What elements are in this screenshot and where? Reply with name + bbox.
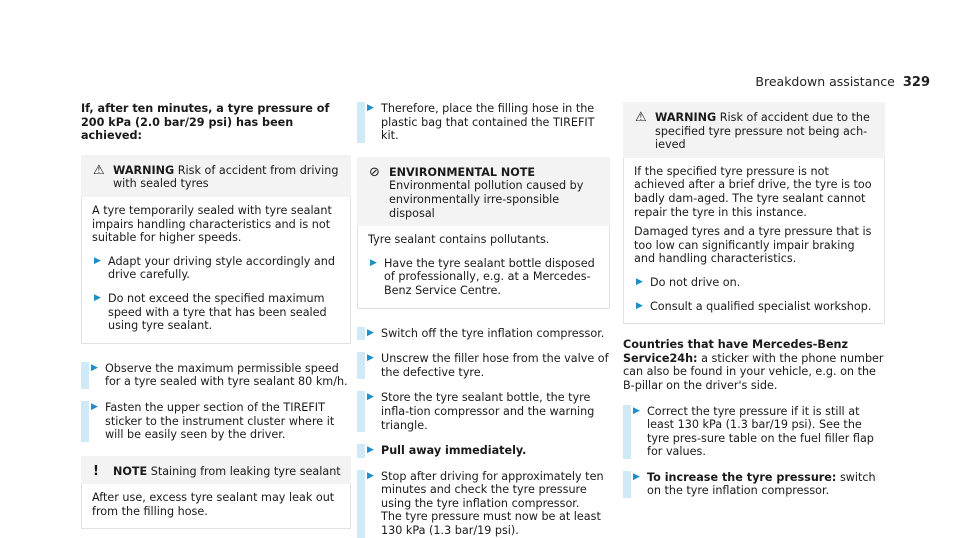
instruction-step: ▶ Therefore, place the filling hose in the plastic bag that contained the TIREFIT kit. bbox=[357, 102, 610, 143]
step-arrow-icon: ▶ bbox=[367, 392, 374, 403]
environment-leaf-icon: ⊘ bbox=[369, 164, 380, 180]
step-arrow-icon: ▶ bbox=[633, 471, 640, 482]
instruction-step: ▶ Switch off the tyre inflation compressor. bbox=[357, 327, 610, 341]
step-arrow-icon: ▶ bbox=[636, 276, 643, 287]
instruction-step: ▶ Correct the tyre pressure if it is still at least 130 kPa (1.3 bar/19 psi). See the tyre pres-sure table on the fuel filler flap for values. bbox=[623, 405, 885, 459]
warning-box bbox=[81, 155, 351, 344]
section-heading: If, after ten minutes, a tyre pressure of 200 kPa (2.0 bar/29 psi) has been achieved: bbox=[81, 102, 330, 143]
step-arrow-icon: ▶ bbox=[367, 103, 374, 113]
page-header bbox=[755, 74, 930, 90]
column-right bbox=[623, 102, 885, 498]
warning-step: ▶ Consult a qualified specialist workshop. bbox=[636, 299, 872, 313]
note-exclamation-icon: ! bbox=[93, 463, 99, 479]
step-arrow-icon: ▶ bbox=[91, 401, 98, 412]
note-body: After use, excess tyre sealant may leak out from the filling hose. bbox=[92, 491, 335, 518]
step-arrow-icon: ▶ bbox=[367, 470, 374, 481]
warning-step: ▶ Adapt your driving style accordingly and drive carefully. bbox=[94, 254, 335, 282]
warning-step: ▶ Do not exceed the specified maximum speed with a tyre that has been sealed using tyre sealant. bbox=[94, 291, 327, 333]
instruction-step: ▶ Store the tyre sealant bottle, the tyre infla-tion compressor and the warning triangle. bbox=[357, 391, 610, 432]
section-title: Breakdown assistance bbox=[755, 74, 895, 89]
note-label: NOTE bbox=[113, 464, 148, 478]
warning-box bbox=[623, 102, 885, 324]
warning-step: ▶ Do not drive on. bbox=[636, 275, 741, 289]
step-arrow-icon: ▶ bbox=[633, 405, 640, 416]
note-title: Staining from leaking tyre sealant bbox=[150, 464, 341, 478]
instruction-step: ▶ To increase the tyre pressure: switch on the tyre inflation compressor. bbox=[623, 471, 885, 498]
step-arrow-icon: ▶ bbox=[636, 300, 643, 311]
env-label: ENVIRONMENTAL NOTE bbox=[389, 165, 536, 179]
step-arrow-icon: ▶ bbox=[91, 362, 98, 373]
note-box bbox=[81, 456, 351, 530]
warning-body: Damaged tyres and a tyre pressure that is too low can significantly impair braking and handling characteristics. bbox=[634, 225, 872, 266]
warning-title: Risk of accident from driving with sealed tyres bbox=[113, 163, 339, 191]
instruction-step: ▶ Stop after driving for approximately ten minutes and check the tyre pressure using the tyre inflation compressor. The tyre pressure must now be at least 130 kPa (1.3 bar/19 psi). bbox=[357, 470, 610, 538]
warning-body: If the specified tyre pressure is not achieved after a brief drive, the tyre is too badly dam-aged. The tyre sealant cannot repair the tyre in this instance. bbox=[634, 164, 872, 219]
instruction-step: ▶ Observe the maximum permissible speed for a tyre sealed with tyre sealant 80 km/h. bbox=[81, 362, 351, 389]
step-arrow-icon: ▶ bbox=[367, 327, 374, 338]
instruction-step: ▶ Pull away immediately. bbox=[357, 444, 610, 458]
warning-label: WARNING bbox=[655, 111, 717, 124]
step-arrow-icon: ▶ bbox=[94, 292, 101, 303]
column-middle bbox=[357, 102, 610, 538]
step-arrow-icon: ▶ bbox=[370, 257, 377, 268]
env-title: Environmental pollution caused by environmentally irre-sponsible disposal bbox=[389, 179, 584, 220]
page-number: 329 bbox=[902, 75, 930, 90]
warning-triangle-icon: ⚠ bbox=[635, 110, 647, 125]
instruction-step: ▶ Unscrew the filler hose from the valve of the defective tyre. bbox=[357, 352, 610, 379]
warning-body: A tyre temporarily sealed with tyre sealant impairs handling characteristics and is not suitable for higher speeds. bbox=[92, 203, 332, 245]
countries-paragraph: Countries that have Mercedes-Benz Service24h: a sticker with the phone number can also be found in your vehicle, e.g. on the B-pillar on the driver's side. bbox=[623, 338, 884, 392]
column-left bbox=[81, 102, 351, 529]
warning-title: Risk of accident due to the specified tyre pressure not being ach-ieved bbox=[655, 111, 870, 152]
environmental-note-box bbox=[357, 157, 610, 309]
step-arrow-icon: ▶ bbox=[367, 445, 374, 456]
instruction-step: ▶ Fasten the upper section of the TIREFIT sticker to the instrument cluster where it will be easily seen by the driver. bbox=[81, 401, 351, 442]
step-arrow-icon: ▶ bbox=[367, 353, 374, 364]
step-arrow-icon: ▶ bbox=[94, 255, 101, 266]
warning-label: WARNING bbox=[113, 163, 175, 177]
env-body: Tyre sealant contains pollutants. bbox=[368, 233, 550, 247]
warning-triangle-icon: ⚠ bbox=[93, 162, 105, 178]
env-step: ▶ Have the tyre sealant bottle disposed of professionally, e.g. at a Mercedes-Benz Service Centre. bbox=[370, 256, 595, 297]
